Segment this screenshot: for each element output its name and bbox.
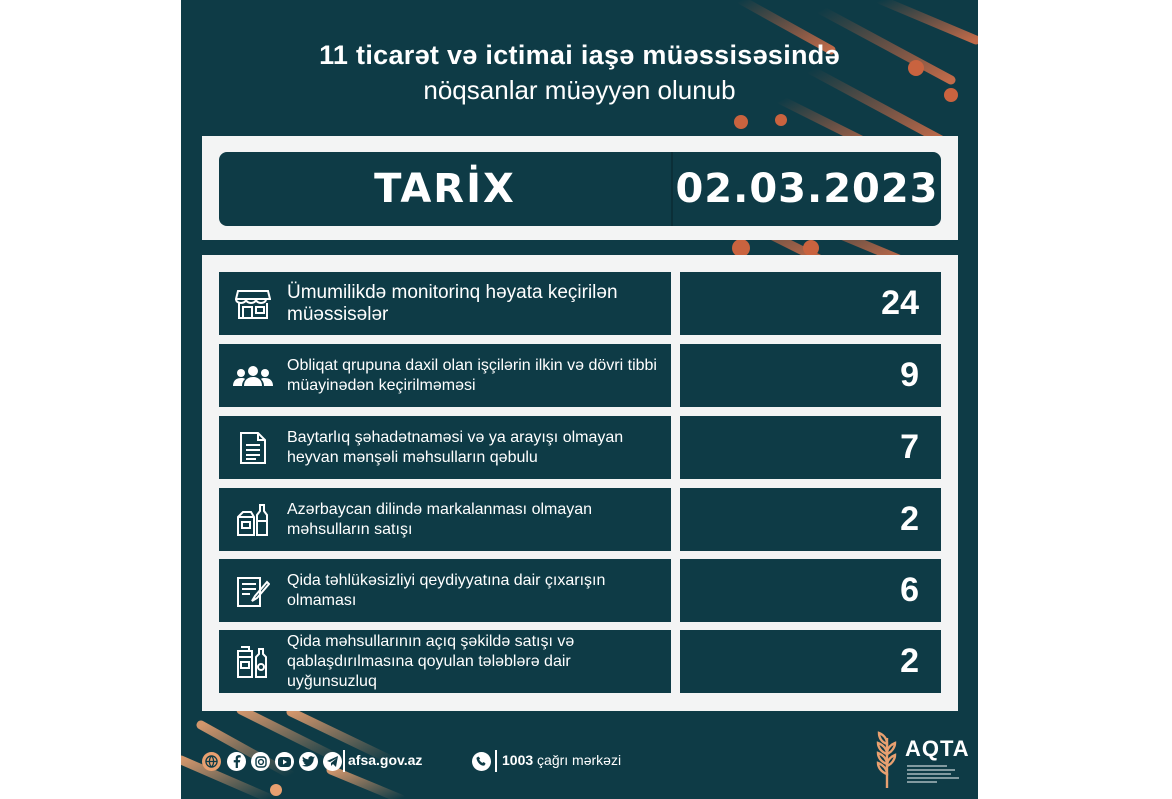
stats-row	[219, 559, 941, 622]
stats-row-label: Obliqat qrupuna daxil olan işçilərin ilkin və dövri tibbi müayinədən keçirilməməsi	[287, 356, 657, 394]
stats-row-description	[219, 488, 671, 551]
logo-name: AQTA	[905, 736, 970, 761]
stats-row-value: 6	[680, 559, 941, 622]
stats-row-description	[219, 416, 671, 479]
globe-icon[interactable]	[202, 752, 221, 771]
document-icon	[219, 416, 287, 479]
store-icon	[219, 272, 287, 335]
stats-row-description	[219, 559, 671, 622]
phone-icon	[472, 752, 491, 771]
divider	[343, 750, 345, 772]
twitter-icon[interactable]	[299, 752, 318, 771]
stats-row-label: Qida məhsullarının açıq şəkildə satışı və qablaşdırılmasına qoyulan tələblərə dair uyğunsuzluq	[287, 632, 575, 690]
stats-row-value: 2	[680, 488, 941, 551]
registration-form-icon	[219, 559, 287, 622]
stats-row	[219, 272, 941, 335]
stats-row-label: Ümumilikdə monitorinq həyata keçirilən müəssisələr	[287, 281, 618, 325]
instagram-icon[interactable]	[251, 752, 270, 771]
youtube-icon[interactable]	[275, 752, 294, 771]
stats-row-description	[219, 272, 671, 335]
date-bar	[219, 152, 941, 226]
date-label: TARİX	[374, 166, 516, 212]
footer	[181, 738, 978, 798]
people-group-icon	[219, 344, 287, 407]
aqta-logo	[873, 728, 973, 794]
stats-row	[219, 630, 941, 693]
stats-row-label: Azərbaycan dilində markalanması olmayan məhsulların satışı	[287, 500, 593, 538]
telegram-icon[interactable]	[323, 752, 342, 771]
infographic-poster	[181, 0, 978, 799]
stats-row-value: 9	[680, 344, 941, 407]
wheat-emblem-icon	[873, 730, 901, 790]
headline-line-2: nöqsanlar müəyyən olunub	[423, 75, 736, 105]
stats-row-description	[219, 630, 671, 693]
food-packaging-icon	[219, 630, 287, 693]
date-value: 02.03.2023	[671, 152, 941, 226]
headline-line-1: 11 ticarət və ictimai iaşə müəssisəsində	[319, 40, 840, 70]
stats-row	[219, 416, 941, 479]
website-link[interactable]: afsa.gov.az	[348, 752, 423, 768]
stats-row-label: Baytarlıq şəhadətnaməsi və ya arayışı olmayan heyvan mənşəli məhsulların qəbulu	[287, 428, 624, 466]
call-center	[502, 752, 621, 768]
call-text: çağrı mərkəzi	[537, 752, 622, 768]
headline	[181, 40, 978, 106]
stats-row-description	[219, 344, 671, 407]
logo-fine-print	[907, 763, 963, 783]
stats-row-value: 24	[680, 272, 941, 335]
facebook-icon[interactable]	[227, 752, 246, 771]
stats-row-value: 7	[680, 416, 941, 479]
divider	[495, 750, 497, 772]
stats-row	[219, 488, 941, 551]
stats-row-value: 2	[680, 630, 941, 693]
stats-row	[219, 344, 941, 407]
product-packages-icon	[219, 488, 287, 551]
stats-row-label: Qida təhlükəsizliyi qeydiyyatına dair çıxarışın olmaması	[287, 571, 606, 609]
call-number: 1003	[502, 752, 534, 768]
